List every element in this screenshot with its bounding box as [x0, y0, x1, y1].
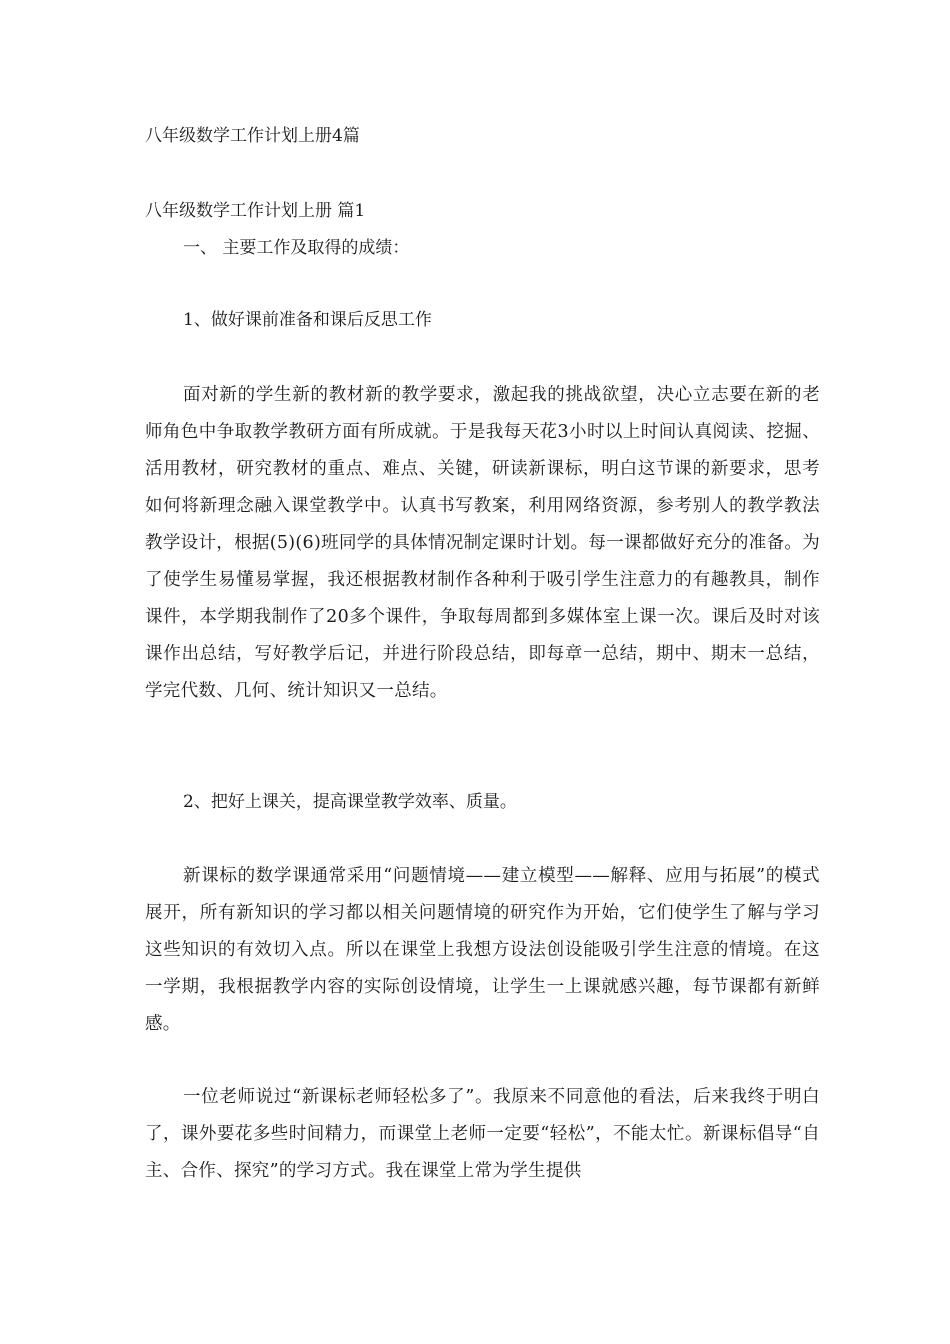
document-title: 八年级数学工作计划上册4篇: [145, 126, 360, 146]
paragraph-3: 一位老师说过“新课标老师轻松多了”。我原来不同意他的看法，后来我终于明白了，课外要花多些时间精力，而课堂上老师一定要“轻松”，不能太忙。新课标倡导“自主、合作、探究”的学习方式。我在课堂上常为学生提供: [145, 1087, 820, 1181]
document-subtitle: 八年级数学工作计划上册 篇1: [145, 201, 366, 221]
item-heading-2: 2、把好上课关，提高课堂教学效率、质量。: [183, 792, 517, 812]
paragraph-1: 面对新的学生新的教材新的教学要求，激起我的挑战欲望，决心立志要在新的老师角色中争取教学教研方面有所成就。于是我每天花3小时以上时间认真阅读、挖掘、活用教材，研究教材的重点、难点、关键，研读新课标，明白这节课的新要求，思考如何将新理念融入课堂教学中。认真书写教案，利用网络资源，参考别人的教学教法教学设计，根据(5)(6)班同学的具体情况制定课时计划。每一课都做好充分的准备。为了使学生易懂易掌握，我还根据教材制作各种利于吸引学生注意力的有趣教具，制作课件，本学期我制作了20多个课件，争取每周都到多媒体室上课一次。课后及时对该课作出总结，写好教学后记，并进行阶段总结，即每章一总结，期中、期末一总结，学完代数、几何、统计知识又一总结。: [145, 385, 820, 701]
paragraph-2: 新课标的数学课通常采用“问题情境——建立模型——解释、应用与拓展”的模式展开，所有新知识的学习都以相关问题情境的研究作为开始，它们使学生了解与学习这些知识的有效切入点。所以在课堂上我想方设法创设能吸引学生注意的情境。在这一学期，我根据教学内容的实际创设情境，让学生一上课就感兴趣，每节课都有新鲜感。: [145, 866, 820, 1034]
item-heading-1: 1、做好课前准备和课后反思工作: [183, 310, 432, 330]
section-heading: 一、 主要工作及取得的成绩：: [183, 238, 410, 258]
